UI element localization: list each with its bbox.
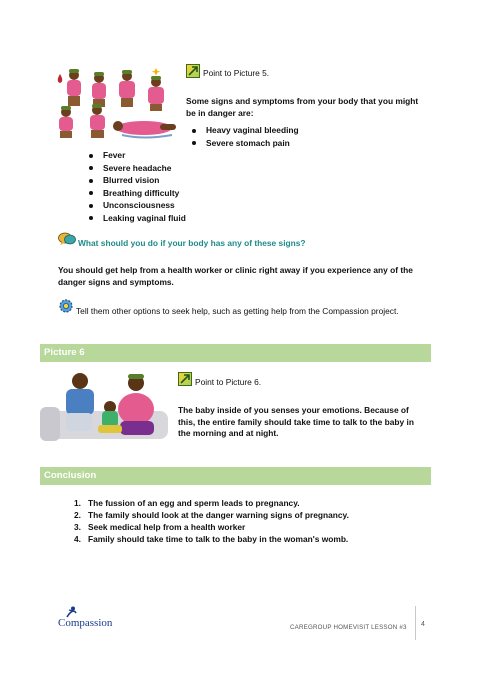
danger-signs-intro: Some signs and symptoms from your body that you might be in danger are: [186,96,419,118]
right-symptom-list [206,124,299,149]
point-to-picture-6: Point to Picture 6. [195,377,262,387]
list-item: 4. Family should take time to talk to the baby in the woman's womb. [74,534,349,544]
list-item: Heavy vaginal bleeding [206,125,299,135]
list-item: Severe stomach pain [206,137,299,150]
footer-divider [415,606,416,640]
page-number: 4 [421,621,426,628]
picture-5-illustration [52,66,180,142]
conclusion-list [74,497,349,545]
conclusion-header: Conclusion [40,467,431,485]
list-item: Unconsciousness [103,199,186,212]
point-arrow-icon [178,372,192,386]
list-item: 2. The family should look at the danger warning signs of pregnancy. [74,510,349,520]
picture-6-header: Picture 6 [40,344,431,362]
list-item: Blurred vision [103,174,186,187]
gear-icon [58,298,74,314]
picture-6-illustration [40,367,172,443]
list-item: Severe headache [103,162,186,175]
speech-bubble-icon [58,232,76,246]
list-item: Leaking vaginal fluid [103,212,186,223]
list-item: 1. The fussion of an egg and sperm leads to pregnancy. [74,498,300,508]
list-item: Fever [103,149,186,162]
point-to-picture-5: Point to Picture 5. [203,68,270,78]
question-heading: What should you do if your body has any of these signs? [78,238,306,248]
list-item: Breathing difficulty [103,187,186,200]
picture-6-text: The baby inside of you senses your emotions. Because of this, the entire family should take time to talk to the baby in the morning and at night. [178,405,414,438]
compassion-logo: Compassion [58,617,113,629]
left-symptom-list [103,149,186,225]
tip-text: Tell them other options to seek help, such as getting help from the Compassion project. [76,306,399,316]
answer-text: You should get help from a health worker or clinic right away if you experience any of the danger signs and symptoms. [58,265,413,287]
list-item: 3. Seek medical help from a health worker [74,522,246,532]
lesson-label: CAREGROUP HOMEVISIT LESSON #3 [290,624,407,631]
point-arrow-icon [186,64,200,78]
